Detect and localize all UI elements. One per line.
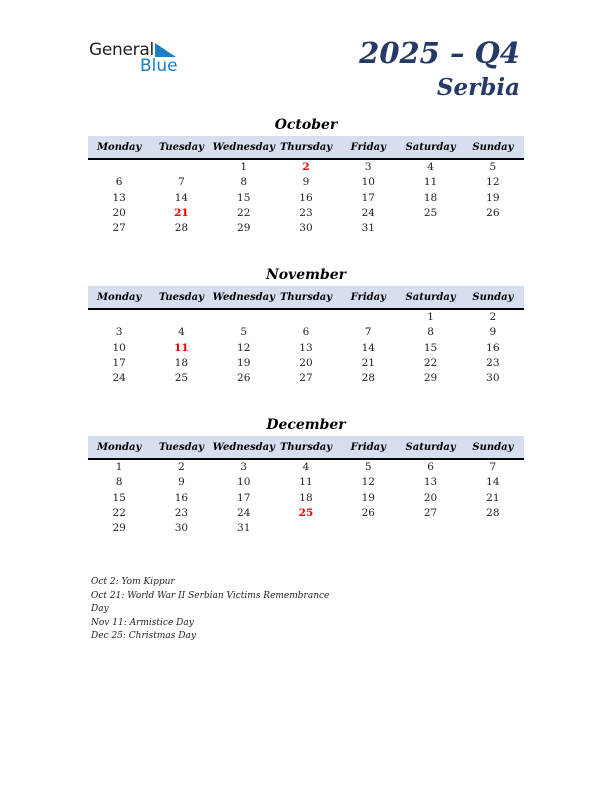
day-cell: 20 xyxy=(423,491,438,504)
weekday-label: Saturday xyxy=(405,291,456,303)
day-cell: 13 xyxy=(112,191,126,204)
day-cell: 22 xyxy=(237,206,251,219)
day-cell: 20 xyxy=(299,356,313,369)
day-cell: 1 xyxy=(240,161,248,173)
day-cell: 22 xyxy=(423,356,438,369)
day-cell: 16 xyxy=(299,191,313,204)
day-cell: 31 xyxy=(361,222,375,235)
day-cell: 17 xyxy=(237,491,251,504)
day-cell: 27 xyxy=(299,372,313,385)
day-cell xyxy=(337,310,399,325)
day-cell: 1 xyxy=(427,311,434,323)
day-cell xyxy=(275,310,337,325)
day-cell: 7 xyxy=(178,176,185,189)
weekday-label: Tuesday xyxy=(158,291,204,303)
day-cell: 10 xyxy=(361,176,375,189)
week-row xyxy=(88,325,524,340)
month-october xyxy=(88,116,524,236)
day-cell: 13 xyxy=(299,341,313,354)
month-november xyxy=(88,266,524,386)
weekday-label: Monday xyxy=(96,291,142,303)
weekday-label: Sunday xyxy=(472,441,514,453)
weekday-label: Friday xyxy=(350,291,386,303)
day-cell: 30 xyxy=(299,222,313,235)
day-cell: 6 xyxy=(302,326,310,339)
day-cell: 30 xyxy=(486,372,500,385)
day-cell: 21 xyxy=(486,491,500,504)
day-cell: 10 xyxy=(112,341,126,354)
day-cell: 3 xyxy=(115,326,123,339)
day-cell: 11 xyxy=(423,176,438,189)
weekday-label: Sunday xyxy=(472,141,514,153)
day-cell: 28 xyxy=(174,222,189,235)
day-cell: 18 xyxy=(423,191,438,204)
day-cell: 15 xyxy=(237,191,251,204)
day-cell: 8 xyxy=(427,326,434,339)
day-cell: 12 xyxy=(486,176,500,189)
week-row xyxy=(88,206,524,221)
logo-general: General xyxy=(89,40,154,60)
day-cell: 29 xyxy=(237,222,251,235)
day-cell: 23 xyxy=(299,206,313,219)
weekday-header xyxy=(88,436,524,460)
day-cell: 4 xyxy=(427,161,434,173)
day-cell: 8 xyxy=(240,176,248,189)
day-cell: 29 xyxy=(423,372,438,385)
day-cell: 19 xyxy=(486,191,500,204)
day-cell: 8 xyxy=(115,476,123,489)
day-cell: 22 xyxy=(112,506,126,519)
weekday-label: Friday xyxy=(350,141,386,153)
day-cell: 5 xyxy=(240,326,248,339)
weekday-label: Thursday xyxy=(279,441,333,453)
day-cell xyxy=(150,160,212,175)
day-cell: 18 xyxy=(299,491,313,504)
day-cell: 26 xyxy=(486,206,500,219)
week-row xyxy=(88,521,524,536)
day-cell: 6 xyxy=(427,461,434,473)
day-cell: 16 xyxy=(174,491,189,504)
month-name: October xyxy=(274,117,338,133)
day-cell: 26 xyxy=(237,372,251,385)
weekday-label: Tuesday xyxy=(158,441,204,453)
day-cell: 14 xyxy=(486,476,500,489)
day-cell: 20 xyxy=(112,206,126,219)
week-row xyxy=(88,475,524,490)
weekday-header xyxy=(88,136,524,160)
weekday-label: Wednesday xyxy=(212,291,275,303)
day-cell: 6 xyxy=(115,176,123,189)
day-cell: 3 xyxy=(364,161,372,173)
day-cell xyxy=(399,521,461,536)
holiday-note: Nov 11: Armistice Day xyxy=(91,617,194,628)
day-cell xyxy=(88,310,150,325)
day-cell xyxy=(213,310,275,325)
weekday-label: Tuesday xyxy=(158,141,204,153)
day-cell: 4 xyxy=(302,461,310,473)
day-cell: 25 xyxy=(423,206,438,219)
day-cell: 19 xyxy=(361,491,375,504)
day-cell: 30 xyxy=(174,522,189,535)
day-cell xyxy=(150,310,212,325)
week-row xyxy=(88,371,524,386)
day-cell: 14 xyxy=(174,191,189,204)
day-cell: 24 xyxy=(361,206,375,219)
weekday-header xyxy=(88,286,524,310)
day-cell xyxy=(337,521,399,536)
day-cell: 15 xyxy=(112,491,126,504)
month-december xyxy=(88,416,524,536)
weekday-label: Sunday xyxy=(472,291,514,303)
day-cell: 26 xyxy=(361,506,375,519)
day-cell: 15 xyxy=(423,341,438,354)
weekday-label: Friday xyxy=(350,441,386,453)
weekday-label: Monday xyxy=(96,141,142,153)
holiday-day-cell: 11 xyxy=(174,341,189,354)
day-cell: 2 xyxy=(489,311,497,323)
holiday-note: Oct 21: World War II Serbian Victims Remembrance Day xyxy=(91,590,330,614)
week-row xyxy=(88,310,524,325)
week-row xyxy=(88,160,524,175)
week-row xyxy=(88,356,524,371)
day-cell: 2 xyxy=(178,461,185,473)
day-cell: 12 xyxy=(237,341,251,354)
logo-triangle-icon xyxy=(155,43,176,57)
day-cell: 25 xyxy=(174,372,189,385)
week-row xyxy=(88,506,524,521)
day-cell xyxy=(462,221,524,236)
week-row xyxy=(88,175,524,190)
day-cell: 12 xyxy=(361,476,375,489)
day-cell: 17 xyxy=(361,191,375,204)
week-row xyxy=(88,341,524,356)
day-cell: 7 xyxy=(364,326,372,339)
day-cell: 3 xyxy=(240,461,248,473)
day-cell: 10 xyxy=(237,476,251,489)
weekday-label: Monday xyxy=(96,441,142,453)
day-cell: 4 xyxy=(178,326,185,339)
weekday-label: Thursday xyxy=(279,141,333,153)
day-cell: 29 xyxy=(112,522,126,535)
day-cell: 27 xyxy=(423,506,438,519)
holiday-notes xyxy=(91,576,331,644)
day-cell: 17 xyxy=(112,356,126,369)
logo-blue: Blue xyxy=(140,56,178,76)
country-name: Serbia xyxy=(436,74,520,101)
day-cell: 9 xyxy=(178,476,185,489)
day-cell: 5 xyxy=(364,461,372,473)
day-cell: 13 xyxy=(423,476,438,489)
day-cell: 9 xyxy=(302,176,310,189)
holiday-day-cell: 21 xyxy=(174,206,189,219)
holiday-note: Oct 2: Yom Kippur xyxy=(91,577,175,587)
weekday-label: Saturday xyxy=(405,141,456,153)
day-cell: 27 xyxy=(112,222,126,235)
day-cell: 9 xyxy=(489,326,497,339)
day-cell: 19 xyxy=(237,356,251,369)
day-cell: 31 xyxy=(237,522,251,535)
day-cell xyxy=(275,521,337,536)
holiday-note: Dec 25: Christmas Day xyxy=(91,631,196,641)
weekday-label: Thursday xyxy=(279,291,333,303)
day-cell: 18 xyxy=(174,356,189,369)
week-row xyxy=(88,460,524,475)
day-cell: 24 xyxy=(112,372,126,385)
week-row xyxy=(88,491,524,506)
day-cell xyxy=(462,521,524,536)
holiday-day-cell: 25 xyxy=(298,506,314,519)
day-cell xyxy=(399,221,461,236)
day-cell xyxy=(88,160,150,175)
day-cell: 28 xyxy=(361,372,375,385)
day-cell: 24 xyxy=(237,506,251,519)
weekday-label: Wednesday xyxy=(212,141,275,153)
weekday-label: Saturday xyxy=(405,441,456,453)
month-name: November xyxy=(265,267,347,283)
holiday-day-cell: 2 xyxy=(302,161,310,173)
month-name: December xyxy=(266,417,346,433)
day-cell: 7 xyxy=(489,461,497,473)
day-cell: 23 xyxy=(174,506,189,519)
day-cell: 1 xyxy=(115,461,123,473)
weekday-label: Wednesday xyxy=(212,441,275,453)
day-cell: 16 xyxy=(486,341,500,354)
week-row xyxy=(88,221,524,236)
day-cell: 28 xyxy=(486,506,500,519)
day-cell: 11 xyxy=(299,476,313,489)
day-cell: 21 xyxy=(361,356,375,369)
day-cell: 5 xyxy=(489,161,497,173)
day-cell: 23 xyxy=(486,356,500,369)
day-cell: 14 xyxy=(361,341,375,354)
week-row xyxy=(88,191,524,206)
page-title: 2025 – Q4 xyxy=(359,36,520,70)
